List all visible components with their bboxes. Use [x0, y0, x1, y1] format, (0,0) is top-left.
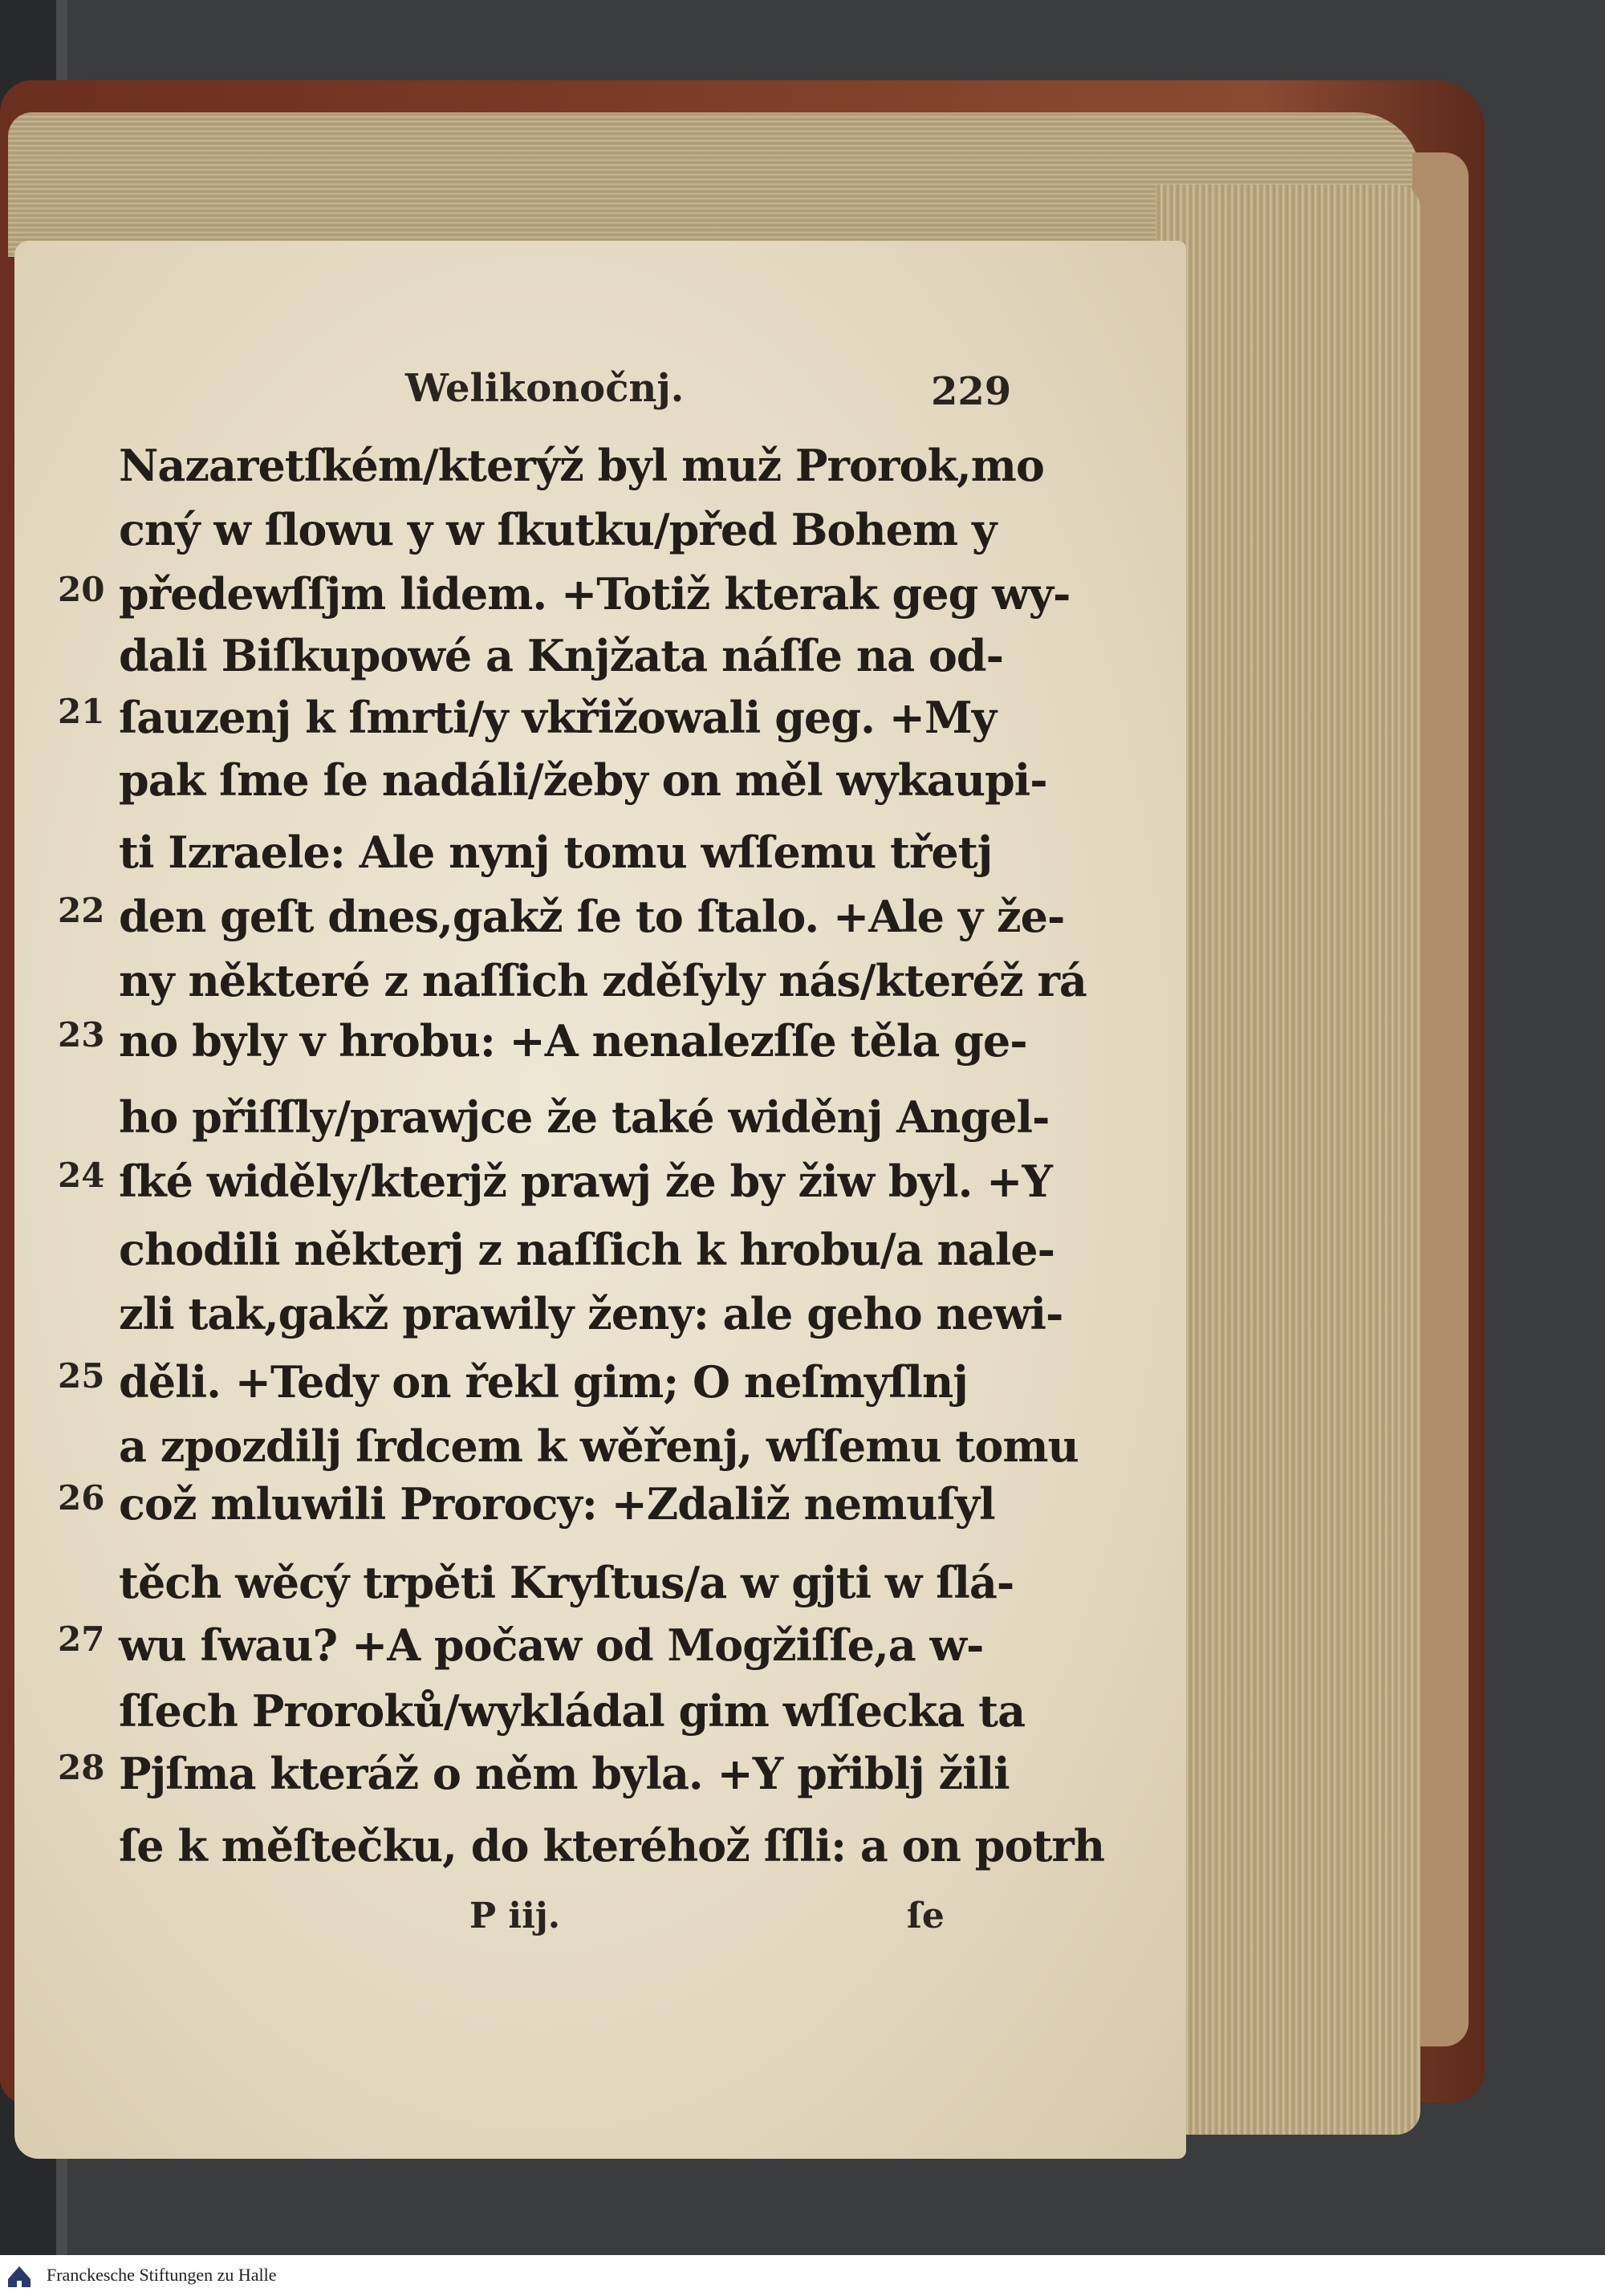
- text-line: cný w ſlowu y w ſkutku/před Bohem y: [119, 504, 997, 555]
- text-line: ti Izraele: Ale nynj tomu wſſemu třetj: [119, 827, 993, 878]
- verse-number: 25: [58, 1356, 105, 1396]
- text-line: předewſſjm lidem. +Totiž kterak geg wy-: [119, 568, 1071, 620]
- text-line: Pjſma kteráž o něm byla. +Y přiblj žili: [119, 1748, 1010, 1799]
- text-line: wu ſwau? +A počaw od Mogžiſſe,a w-: [119, 1619, 984, 1671]
- text-line: což mluwili Prorocy: +Zdaliž nemuſyl: [119, 1478, 995, 1530]
- verse-number: 26: [58, 1478, 105, 1518]
- text-line: ſſech Proroků/wykládal gim wſſecka ta: [119, 1685, 1026, 1737]
- text-line: pak ſme ſe nadáli/žeby on měl wykaupi-: [119, 754, 1047, 806]
- text-line: den geſt dnes,gakž ſe to ſtalo. +Ale y že-: [119, 891, 1065, 942]
- verse-number: 27: [58, 1619, 105, 1659]
- verse-number: 24: [58, 1156, 105, 1195]
- text-line: no byly v hrobu: +A nenalezſſe těla ge-: [119, 1015, 1027, 1067]
- verse-number: 23: [58, 1015, 105, 1055]
- catchword: ſe: [907, 1896, 945, 1936]
- institution-logo-icon: [5, 2261, 34, 2290]
- text-line: dali Biſkupowé a Knjžata náſſe na od-: [119, 630, 1004, 681]
- text-line: ſauzenj k ſmrti/y vkřižowali geg. +My: [119, 692, 997, 743]
- text-line: těch wěcý trpěti Kryſtus/a w gjti w ſlá-: [119, 1557, 1014, 1608]
- text-line: zli tak,gakž prawily ženy: ale geho newi-: [119, 1288, 1063, 1339]
- text-line: Nazaretſkém/kterýž byl muž Prorok,mo: [119, 440, 1044, 491]
- institution-credit: Franckesche Stiftungen zu Halle: [47, 2265, 277, 2285]
- page-stack: [1156, 185, 1420, 2135]
- text-line: děli. +Tedy on řekl gim; O neſmyſlnj: [119, 1356, 968, 1408]
- verse-number: 22: [58, 891, 105, 930]
- text-line: ho přiſſly/prawjce že také widěnj Angel-: [119, 1091, 1050, 1143]
- book-cover-edge: [1412, 152, 1469, 2046]
- text-line: ſké widěly/kterjž prawj že by žiw byl. +Y: [119, 1156, 1052, 1207]
- verse-number: 28: [58, 1748, 105, 1787]
- text-line: ny některé z naſſich zděſyly nás/kteréž rá: [119, 955, 1087, 1006]
- text-line: a zpozdilj ſrdcem k wěřenj, wſſemu tomu: [119, 1420, 1079, 1472]
- text-line: chodili některj z naſſich k hrobu/a nale-: [119, 1224, 1055, 1275]
- folio-number: 229: [931, 369, 1012, 414]
- signature-mark: P iij.: [469, 1896, 561, 1936]
- verse-number: 21: [58, 692, 105, 731]
- text-line: ſe k měſtečku, do kteréhož ſſli: a on potrh: [119, 1820, 1105, 1871]
- running-head: Welikonočnj.: [405, 366, 685, 411]
- verse-number: 20: [58, 570, 105, 609]
